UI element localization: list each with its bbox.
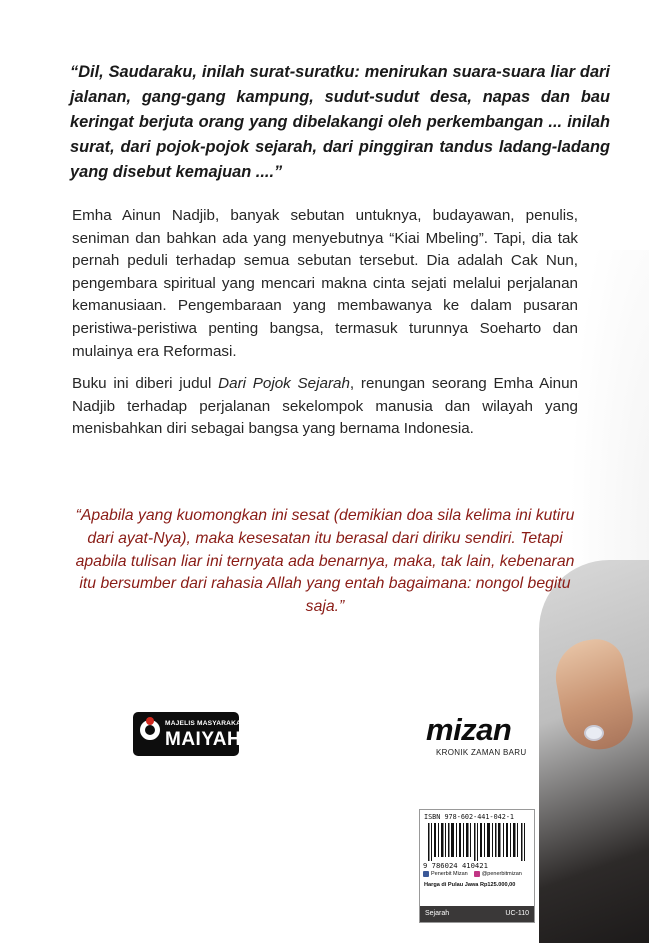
ring-photo [584,725,604,741]
instagram-handle: @penerbitmizan [481,871,522,877]
price-text: Harga di Pulau Jawa Rp125.000,00 [424,882,516,888]
mizan-logo: mizan [426,712,512,747]
instagram-icon [474,871,480,877]
product-code: UC-110 [505,910,529,917]
barcode-icon [428,823,526,861]
barcode-number: 9 786024 410421 [423,861,488,870]
mizan-tagline: KRONIK ZAMAN BARU [436,748,527,757]
social-links [423,871,522,877]
maiyah-dot-icon [146,717,154,725]
category-label: Sejarah [425,910,450,917]
isbn-text: ISBN 978-602-441-042-1 [424,813,515,821]
category-strip [420,906,534,922]
synopsis-text-start: Buku ini diberi judul [72,375,219,392]
closing-quote: “Apabila yang kuomongkan ini sesat (demikian doa sila kelima ini kutiru dari ayat-Nya), maka kesesatan itu berasal dari diriku sendiri. Tetapi apabila tulisan liar ini ternyata ada benarnya, maka, tak lain, kebenaran itu bersumber dari rahasia Allah yang entah bagaimana: nongol begitu saja.” [75,507,575,616]
book-title-inline: Dari Pojok Sejarah [218,375,350,392]
maiyah-big-text: MAIYAH [165,729,242,750]
maiyah-logo [133,712,245,756]
facebook-handle: Penerbit Mizan [431,871,468,877]
synopsis-text-end: , renungan seorang Emha Ainun Nadjib terhadap perjalanan sekelompok manusia dan wilayah yang menisbahkan diri sebagai bangsa yang bernama Indonesia. [72,375,578,438]
facebook-icon [423,871,429,877]
maiyah-small-text: MAJELIS MASYARAKAT [165,720,245,727]
synopsis-paragraph-2 [72,373,578,441]
synopsis-paragraph-1: Emha Ainun Nadjib, banyak sebutan untuknya, budayawan, penulis, seniman dan bahkan ada yang menyebutnya “Kiai Mbeling”. Tapi, dia tak pernah peduli terhadap semua sebutan tersebut. Dia adalah Cak Nun, pengembara spiritual yang mencari makna cinta sejati melalui perjalanan kemanusiaan. Pengembaraan yang membawanya ke dalam pusaran peristiwa-peristiwa penting bangsa, termasuk turunnya Soeharto dan mulainya era Reformasi. [72,207,578,360]
barcode-panel [419,809,535,923]
opening-quote: “Dil, Saudaraku, inilah surat-suratku: menirukan suara-suara liar dari jalanan, gang-gang kampung, sudut-sudut desa, napas dan bau keringat berjuta orang yang dibelakangi oleh perkembangan ... inilah surat, dari pojok-pojok sejarah, dari pinggiran tandus ladang-ladang yang disebut kemajuan ....” [70,63,610,181]
